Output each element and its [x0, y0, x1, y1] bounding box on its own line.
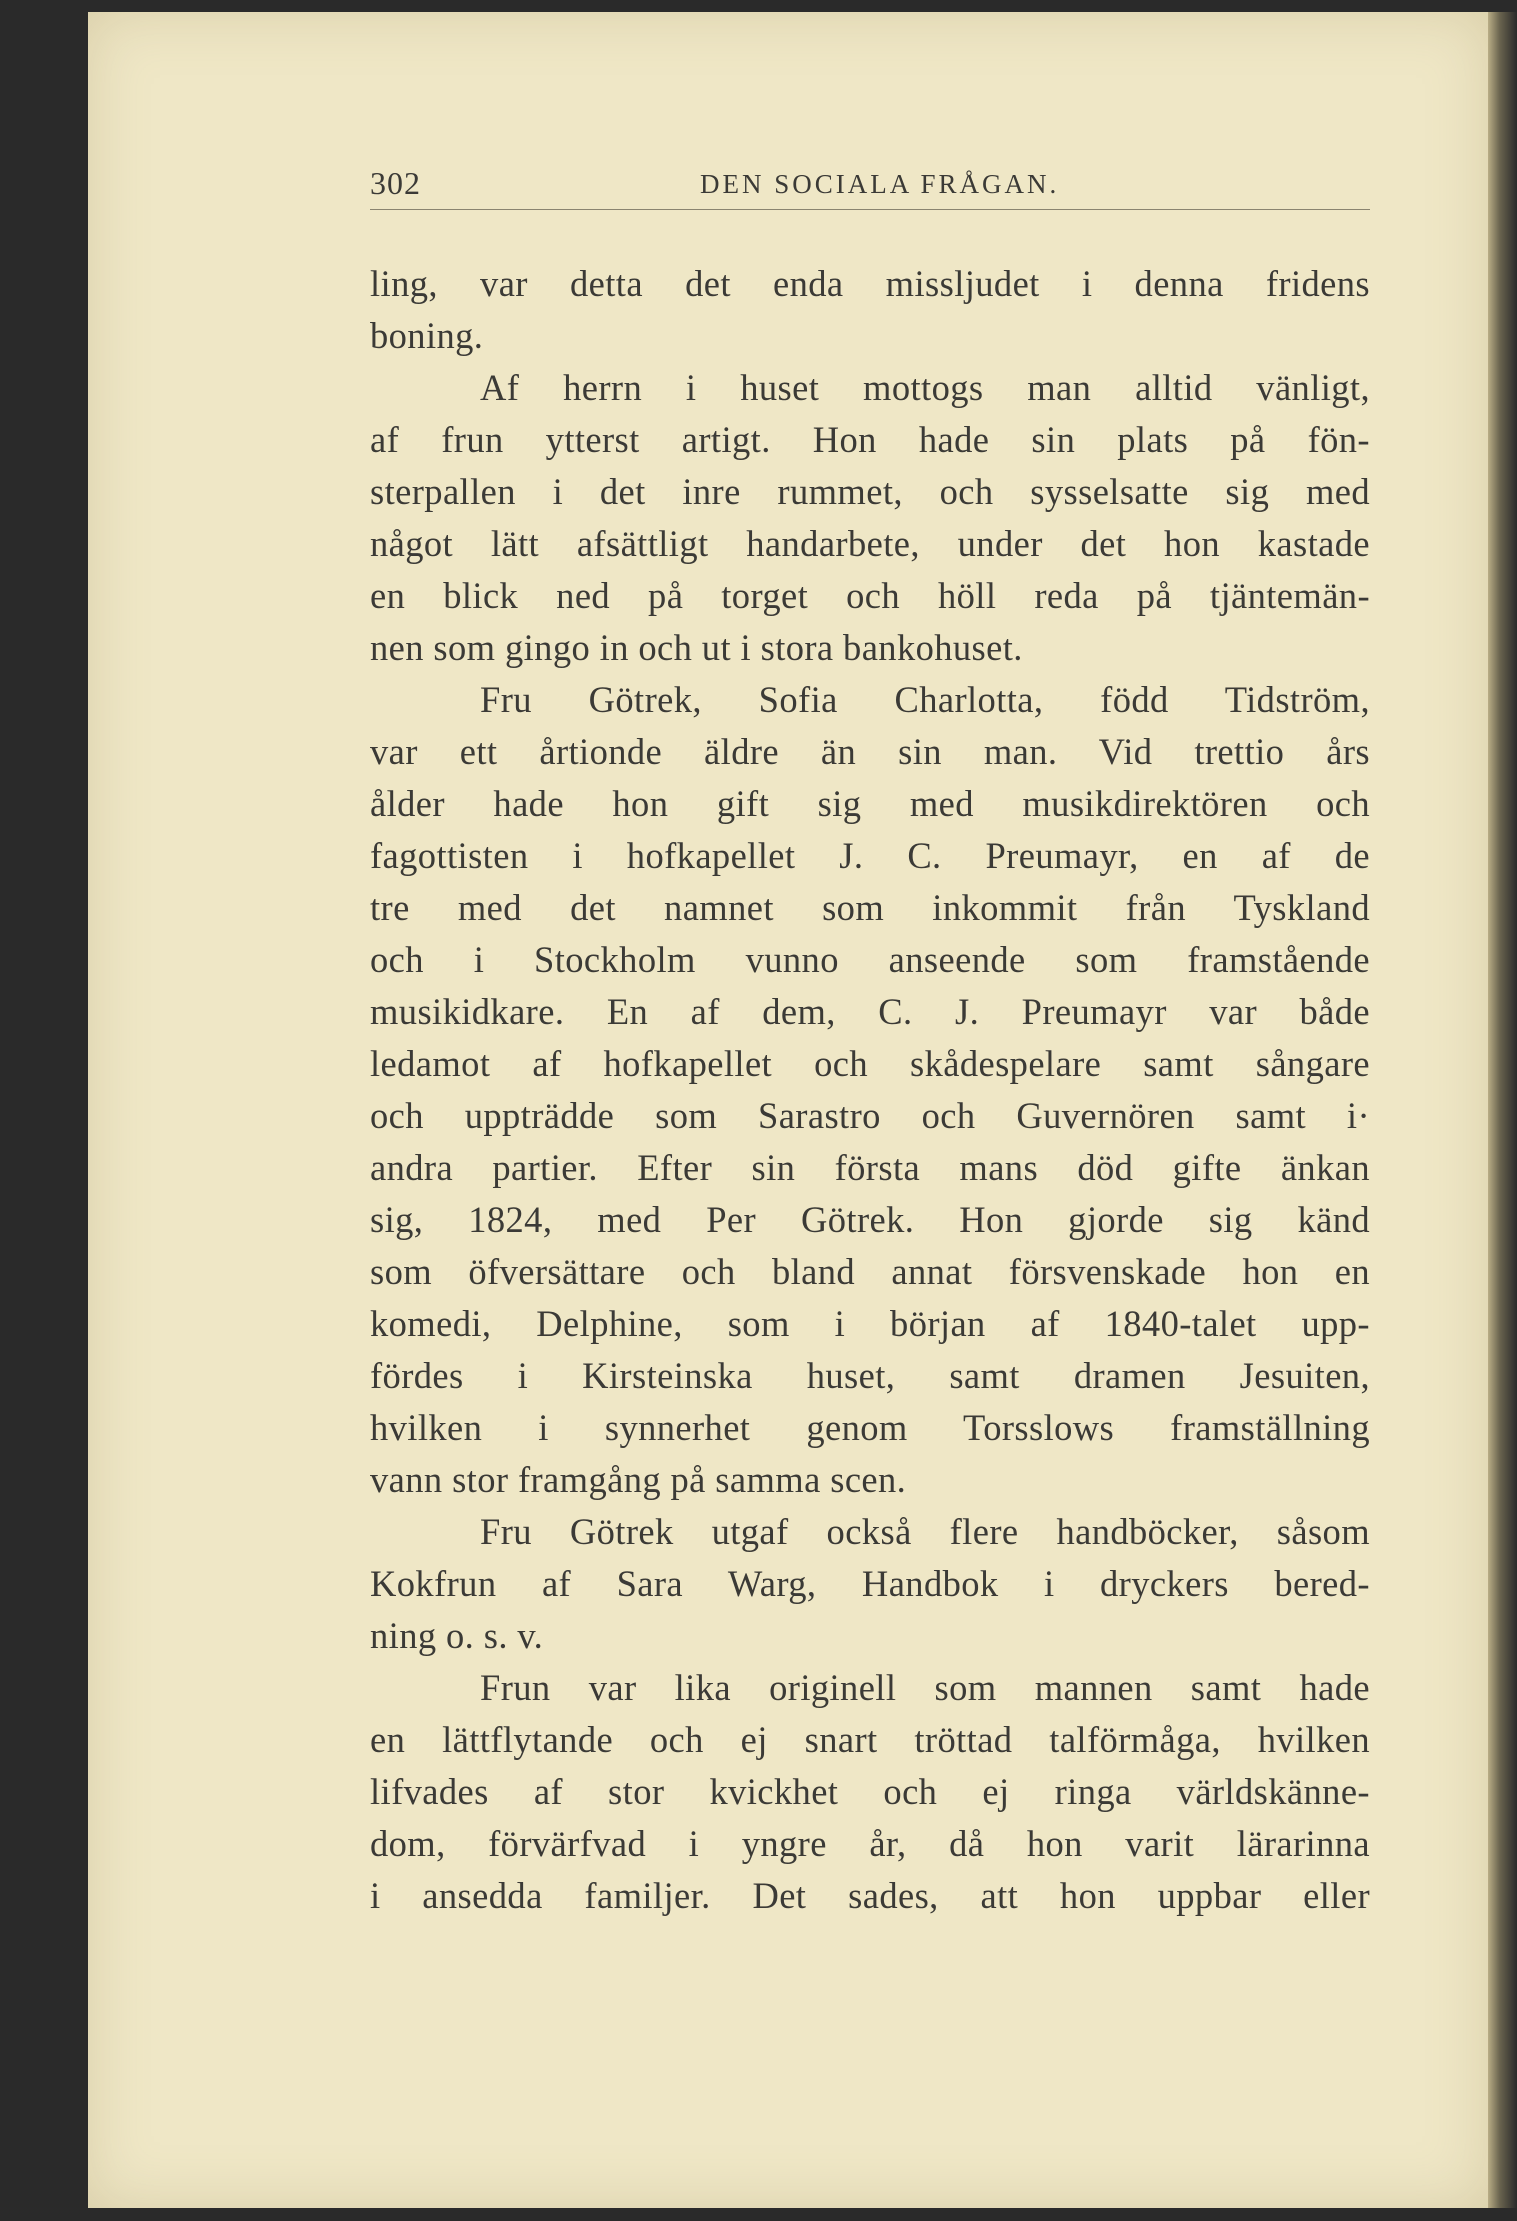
text-line: vann stor framgång på samma scen. [370, 1459, 907, 1500]
text-line: ledamot af hofkapellet och skådespelare samt sångare [370, 1043, 1370, 1084]
text-line: i ansedda familjer. Det sades, att hon uppbar eller [370, 1875, 1370, 1916]
text-line: komedi, Delphine, som i början af 1840-talet upp- [370, 1303, 1370, 1344]
text-line: andra partier. Efter sin första mans död gifte änkan [370, 1147, 1370, 1188]
text-line: Af herrn i huset mottogs man alltid vänligt, [480, 367, 1370, 408]
text-line: ålder hade hon gift sig med musikdirektören och [370, 783, 1370, 824]
text-line: af frun ytterst artigt. Hon hade sin plats på fön- [370, 419, 1370, 460]
text-line: och i Stockholm vunno anseende som framstående [370, 939, 1370, 980]
body-text [370, 258, 1370, 1922]
text-line: dom, förvärfvad i yngre år, då hon varit lärarinna [370, 1823, 1370, 1864]
running-head: DEN SOCIALA FRÅGAN. [700, 169, 1060, 199]
text-line: fagottisten i hofkapellet J. C. Preumayr, en af de [370, 835, 1370, 876]
text-line: en blick ned på torget och höll reda på tjäntemän- [370, 575, 1370, 616]
text-line: hvilken i synnerhet genom Torsslows framställning [370, 1407, 1370, 1448]
text-line: Fru Götrek, Sofia Charlotta, född Tidström, [480, 679, 1370, 720]
text-line: ning o. s. v. [370, 1615, 544, 1656]
text-line: en lättflytande och ej snart tröttad talförmåga, hvilken [370, 1719, 1370, 1760]
text-line: var ett årtionde äldre än sin man. Vid trettio års [370, 731, 1370, 772]
page-header [370, 165, 1370, 210]
text-line: nen som gingo in och ut i stora bankohuset. [370, 627, 1023, 668]
text-line: boning. [370, 315, 484, 356]
text-line: Frun var lika originell som mannen samt hade [480, 1667, 1370, 1708]
text-line: något lätt afsättligt handarbete, under det hon kastade [370, 523, 1370, 564]
text-line: ling, var detta det enda missljudet i denna fridens [370, 263, 1370, 304]
text-line: sig, 1824, med Per Götrek. Hon gjorde sig känd [370, 1199, 1370, 1240]
text-line: lifvades af stor kvickhet och ej ringa världskänne- [370, 1771, 1370, 1812]
text-line: musikidkare. En af dem, C. J. Preumayr var både [370, 991, 1370, 1032]
page-number: 302 [370, 165, 421, 201]
text-line: som öfversättare och bland annat försvenskade hon en [370, 1251, 1370, 1292]
text-line: fördes i Kirsteinska huset, samt dramen Jesuiten, [370, 1355, 1370, 1396]
text-line: och uppträdde som Sarastro och Guvernören samt i· [370, 1095, 1370, 1136]
text-line: sterpallen i det inre rummet, och sysselsatte sig med [370, 471, 1370, 512]
page-edge [1488, 12, 1517, 2208]
text-line: Fru Götrek utgaf också flere handböcker, såsom [480, 1511, 1370, 1552]
text-line: tre med det namnet som inkommit från Tyskland [370, 887, 1370, 928]
text-line: Kokfrun af Sara Warg, Handbok i dryckers bered- [370, 1563, 1370, 1604]
